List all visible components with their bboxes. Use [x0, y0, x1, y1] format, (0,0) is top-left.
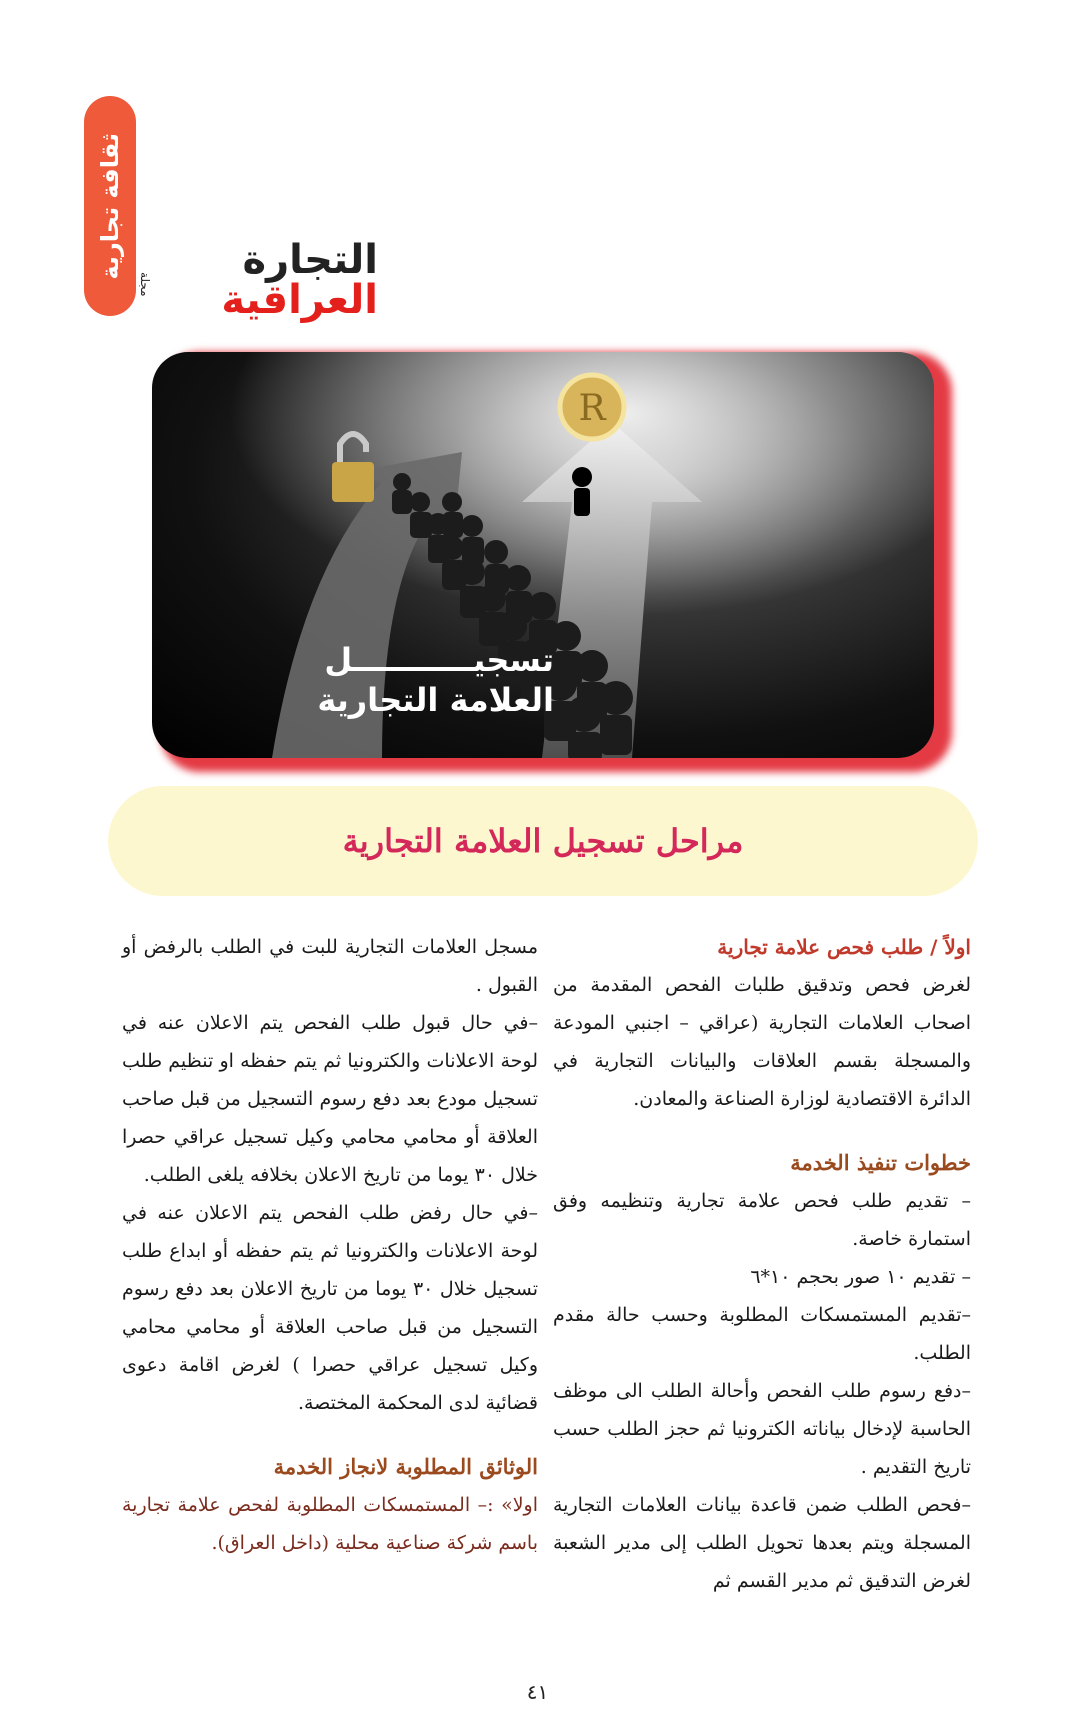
section-tab — [84, 96, 136, 316]
logo-prefix: مجلة — [138, 271, 152, 297]
title-banner — [108, 786, 978, 896]
decision-paragraph: مسجل العلامات التجارية للبت في الطلب بالرفض أو القبول . — [122, 936, 538, 996]
hero-caption-line1: تسجيـــــــــــل — [324, 641, 554, 679]
section-heading-documents: الوثائق المطلوبة لانجاز الخدمة — [273, 1454, 538, 1479]
documents-paragraph: اولا» :– المستمسكات المطلوبة لفحص علامة تجارية باسم شركة صناعية محلية (داخل العراق). — [122, 1494, 538, 1554]
right-column — [553, 928, 971, 1600]
step-item: – تقديم ١٠ صور بحجم ١٠*٦ — [750, 1266, 971, 1288]
spacer — [553, 1118, 971, 1144]
rejection-paragraph: –في حال رفض طلب الفحص يتم الاعلان عنه في لوحة الاعلانات والكترونيا ثم يتم حفظه أو ابداع طلب تسجيل خلال ٣٠ يوما من تاريخ الاعلان بعد دفع رسوم التسجيل من قبل صاحب العلاقة أو محامي محامي وكيل تسجيل عراقي حصرا ) لغرض اقامة دعوى قضائية لدى المحكمة المختصة. — [122, 1202, 538, 1414]
exam-intro-paragraph: لغرض فحص وتدقيق طلبات الفحص المقدمة من اصحاب العلامات التجارية (عراقي – اجنبي المودعة والمسجلة بقسم العلاقات والبيانات التجارية في الدائرة الاقتصادية لوزارة الصناعة والمعادن. — [553, 974, 971, 1110]
logo-name: التجارة العراقية — [221, 237, 378, 323]
hero-caption-line2: العلامة التجارية — [317, 681, 554, 719]
step-item: – تقديم طلب فحص علامة تجارية وتنظيمه وفق استمارة خاصة. — [553, 1190, 971, 1250]
article-title: مراحل تسجيل العلامة التجارية — [342, 822, 744, 860]
page-number: ٤١ — [526, 1680, 549, 1704]
section-heading-steps: خطوات تنفيذ الخدمة — [790, 1150, 971, 1175]
step-item: –فحص الطلب ضمن قاعدة بيانات العلامات التجارية المسجلة ويتم بعدها تحويل الطلب إلى مدير الشعبة لغرض التدقيق ثم مدير القسم ثم — [553, 1494, 971, 1592]
step-item: –دفع رسوم طلب الفحص وأحالة الطلب الى موظف الحاسبة لإدخال بياناته الكترونيا ثم حجز الطلب حسب تاريخ التقديم . — [553, 1380, 971, 1478]
acceptance-paragraph: –في حال قبول طلب الفحص يتم الاعلان عنه في لوحة الاعلانات والكترونيا ثم يتم حفظه او تنظيم طلب تسجيل مودع بعد دفع رسوم التسجيل من قبل صاحب العلاقة أو محامي محامي وكيل تسجيل عراقي حصرا خلال ٣٠ يوما من تاريخ الاعلان بخلافه يلغى الطلب. — [122, 1012, 538, 1186]
hero-caption — [317, 640, 554, 720]
hero-image — [152, 352, 934, 758]
step-item: –تقديم المستمسكات المطلوبة وحسب حالة مقدم الطلب. — [553, 1304, 971, 1364]
svg-text:R: R — [578, 388, 606, 429]
section-heading-exam: اولاً / طلب فحص علامة تجارية — [717, 935, 971, 959]
section-tab-label: ثقافة تجارية — [96, 132, 124, 280]
left-column — [122, 928, 538, 1562]
spacer — [122, 1422, 538, 1448]
magazine-logo — [138, 237, 378, 323]
